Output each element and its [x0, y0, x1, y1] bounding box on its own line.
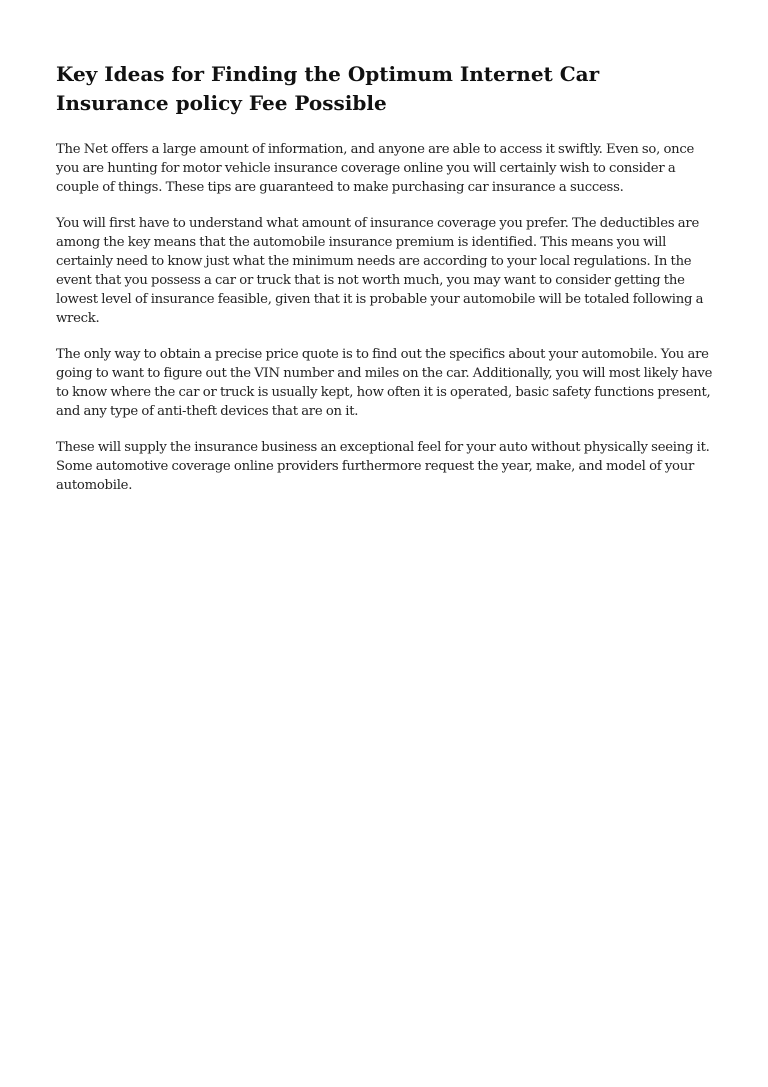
body-paragraph-2: You will first have to understand what amount of insurance coverage you prefer. The deductibles are among the key means that the automobile insurance premium is identified. This means you will certainly need to know just what the minimum needs are according to your local regulations. In the event that you possess a car or truck that is not worth much, you may want to consider getting the lowest level of insurance feasible, given that it is probable your automobile will be totaled following a wreck.	[56, 216, 704, 326]
body-paragraph-4: These will supply the insurance business an exceptional feel for your auto without physically seeing it. Some automotive coverage online providers furthermore request the year, make, and model of your automobile.	[56, 440, 710, 493]
body-paragraph-3: The only way to obtain a precise price quote is to find out the specifics about your automobile. You are going to want to figure out the VIN number and miles on the car. Additionally, you will most likely have to know where the car or truck is usually kept, how often it is operated, basic safety functions present, and any type of anti-theft devices that are on it.	[56, 347, 713, 419]
document-body	[56, 140, 716, 495]
document-title: Key Ideas for Finding the Optimum Internet Car Insurance policy Fee Possible	[56, 62, 600, 115]
body-paragraph-1: The Net offers a large amount of information, and anyone are able to access it swiftly. Even so, once you are hunting for motor vehicle insurance coverage online you will certainly wish to consider a couple of things. These tips are guaranteed to make purchasing car insurance a success.	[56, 142, 695, 195]
